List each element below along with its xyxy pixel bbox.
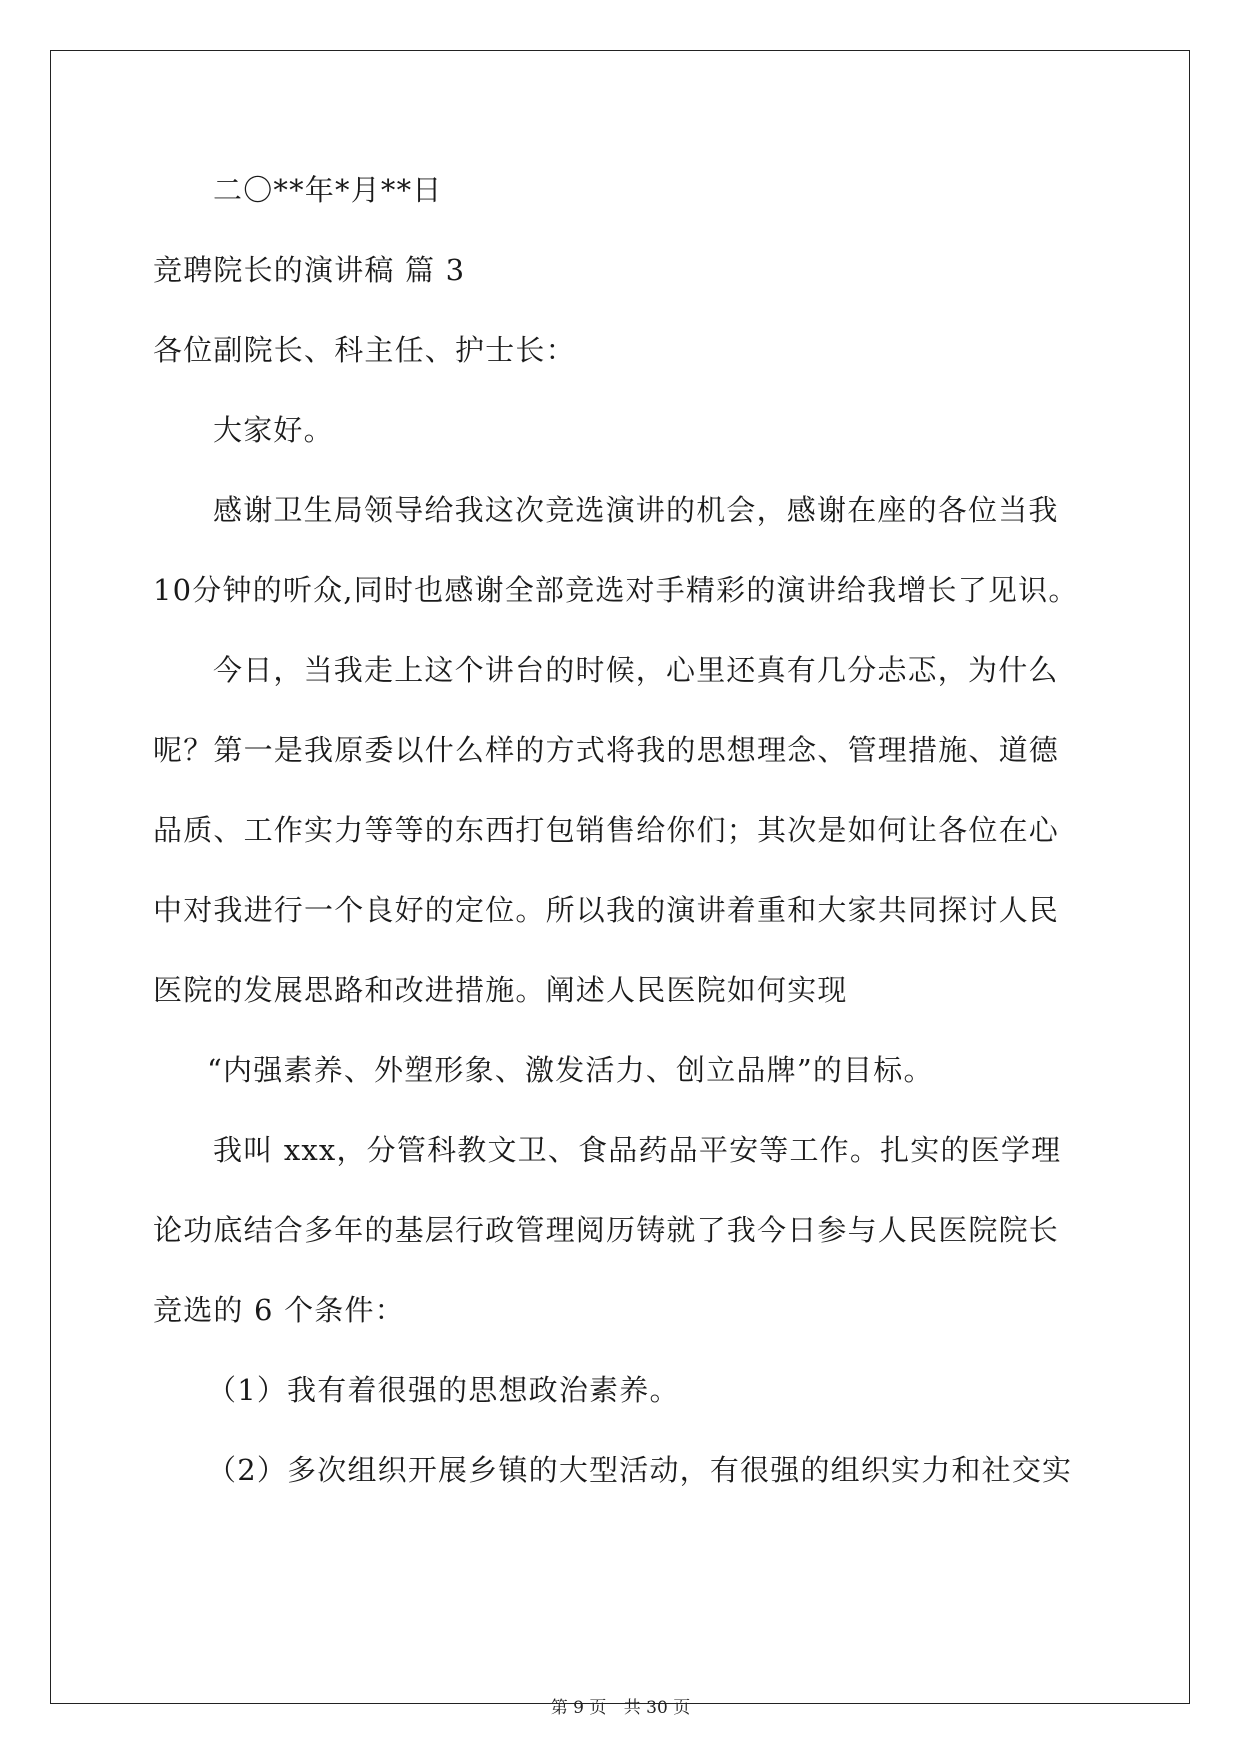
body-line: 中对我进行一个良好的定位。所以我的演讲着重和大家共同探讨人民 xyxy=(153,893,1060,927)
salutation: 各位副院长、科主任、护士长： xyxy=(153,333,576,367)
section-heading: 竞聘院长的演讲稿 篇 3 xyxy=(153,253,466,287)
body-line: 竞选的 6 个条件： xyxy=(153,1293,405,1327)
body-line: 医院的发展思路和改进措施。阐述人民医院如何实现 xyxy=(153,973,848,1007)
body-line: 我叫 xxx，分管科教文卫、食品药品平安等工作。扎实的医学理 xyxy=(213,1133,1062,1167)
body-line: 10分钟的听众,同时也感谢全部竞选对手精彩的演讲给我增长了见识。 xyxy=(153,573,1079,607)
list-item: （2）多次组织开展乡镇的大型活动，有很强的组织实力和社交实 xyxy=(207,1453,1073,1487)
date-line: 二〇**年*月**日 xyxy=(213,173,443,207)
body-line: 论功底结合多年的基层行政管理阅历铸就了我今日参与人民医院院长 xyxy=(153,1213,1060,1247)
page-footer xyxy=(0,1693,1241,1718)
body-line: 呢？第一是我原委以什么样的方式将我的思想理念、管理措施、道德 xyxy=(153,733,1060,767)
body-line: 今日，当我走上这个讲台的时候，心里还真有几分忐忑，为什么 xyxy=(213,653,1059,687)
body-line: “内强素养、外塑形象、激发活力、创立品牌”的目标。 xyxy=(207,1053,934,1087)
list-item: （1）我有着很强的思想政治素养。 xyxy=(207,1373,680,1407)
page-total: 共 30 页 xyxy=(623,1698,691,1718)
body-line: 感谢卫生局领导给我这次竞选演讲的机会，感谢在座的各位当我 xyxy=(213,493,1059,527)
page-number: 第 9 页 xyxy=(550,1698,607,1718)
body-line: 品质、工作实力等等的东西打包销售给你们；其次是如何让各位在心 xyxy=(153,813,1060,847)
greeting: 大家好。 xyxy=(213,413,334,447)
